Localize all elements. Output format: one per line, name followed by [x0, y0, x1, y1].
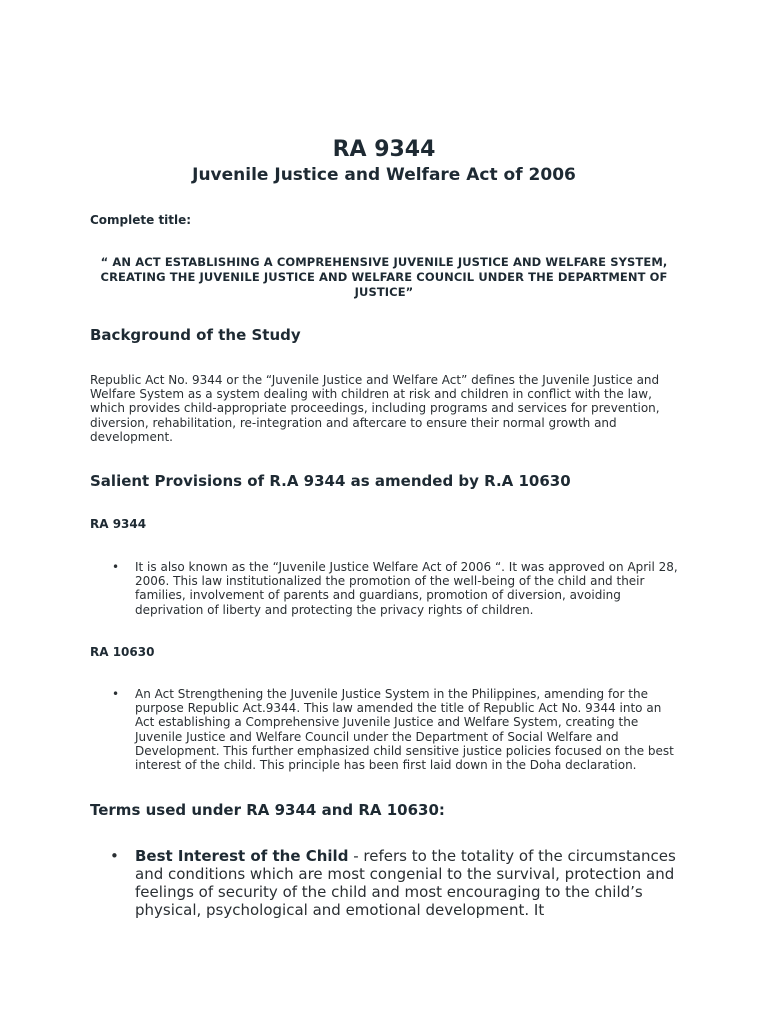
ra9344-label: RA 9344 — [90, 517, 147, 531]
terms-heading: Terms used under RA 9344 and RA 10630: — [90, 801, 445, 819]
term-definition: - refers to the totality of the circumstances and conditions which are most congenial to the survival, protection and feelings of security of the child and most encouraging to the child’s physical, psychological and emotional development. It — [135, 847, 676, 919]
term-item-text — [135, 847, 680, 919]
bullet-icon: • — [112, 687, 120, 701]
background-paragraph: Republic Act No. 9344 or the “Juvenile Justice and Welfare Act” defines the Juvenile Justice and Welfare System as a system dealing with children at risk and children in conflict with the law, which provides child-appropriate proceedings, including programs and services for prevention, diversion, rehabilitation, re-integration and aftercare to ensure their normal growth and development. — [90, 373, 660, 444]
complete-title-text: “ AN ACT ESTABLISHING A COMPREHENSIVE JUVENILE JUSTICE AND WELFARE SYSTEM, CREATING THE JUVENILE JUSTICE AND WELFARE COUNCIL UNDER THE DEPARTMENT OF JUSTICE” — [100, 255, 668, 299]
ra10630-bullet-text: An Act Strengthening the Juvenile Justice System in the Philippines, amending for the purpose Republic Act.9344. This law amended the title of Republic Act No. 9344 into an Act establishing a Comprehensive Juvenile Justice and Welfare System, creating the Juvenile Justice and Welfare Council under the Department of Social Welfare and Development. This further emphasized child sensitive justice policies focused on the best interest of the child. This principle has been first laid down in the Doha declaration. — [135, 687, 674, 773]
ra9344-bullet-text: It is also known as the “Juvenile Justice Welfare Act of 2006 “. It was approved on April 28, 2006. This law institutionalized the promotion of the well-being of the child and their families, involvement of parents and guardians, promotion of diversion, avoiding deprivation of liberty and protecting the privacy rights of children. — [135, 560, 678, 617]
bullet-icon: • — [112, 560, 120, 574]
bullet-icon: • — [110, 847, 119, 865]
document-title: RA 9344 — [332, 137, 436, 162]
background-heading: Background of the Study — [90, 326, 301, 344]
salient-provisions-heading: Salient Provisions of R.A 9344 as amended by R.A 10630 — [90, 472, 571, 490]
term-name: Best Interest of the Child — [135, 847, 349, 865]
ra10630-label: RA 10630 — [90, 645, 155, 659]
document-subtitle: Juvenile Justice and Welfare Act of 2006 — [192, 165, 576, 185]
complete-title-label: Complete title: — [90, 213, 192, 227]
